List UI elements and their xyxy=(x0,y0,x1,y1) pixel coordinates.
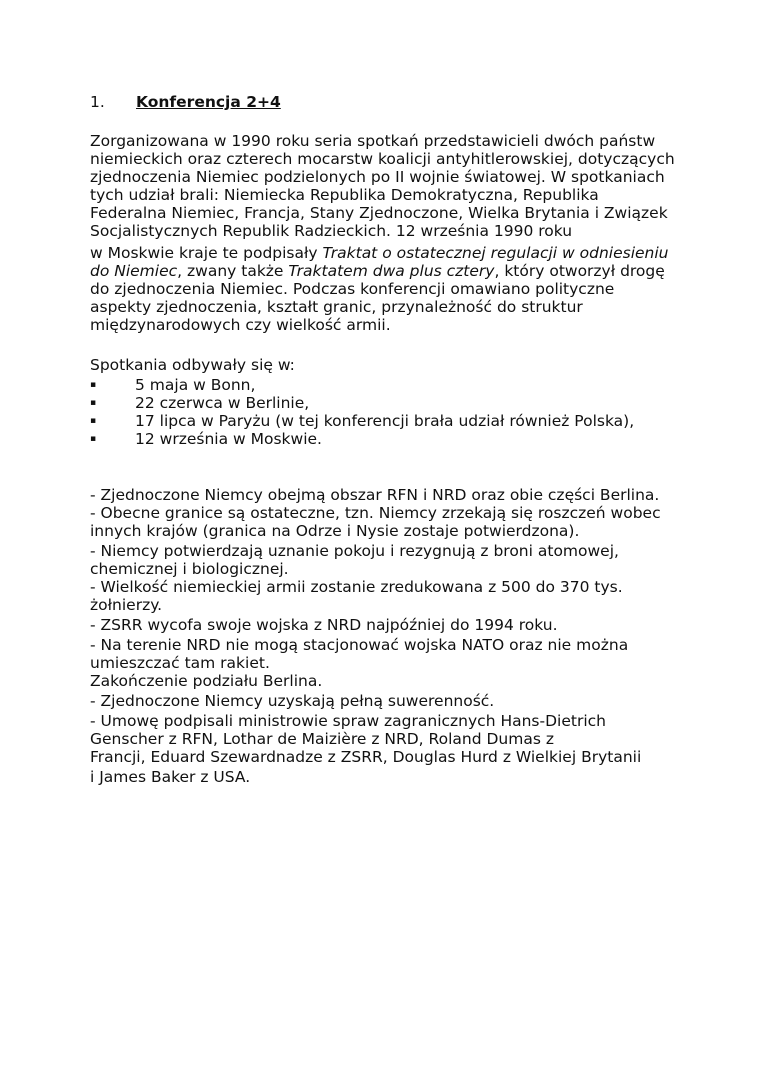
intro-line: do zjednoczenia Niemiec. Podczas konferencji omawiano polityczne xyxy=(90,280,615,298)
outcome-line: Francji, Eduard Szewardnadze z ZSRR, Douglas Hurd z Wielkiej Brytanii xyxy=(90,748,642,766)
outcome-line: - Niemcy potwierdzają uznanie pokoju i rezygnują z broni atomowej, xyxy=(90,542,619,560)
bullet-icon: ▪ xyxy=(90,380,97,390)
outcome-line: Genscher z RFN, Lothar de Maizière z NRD, Roland Dumas z xyxy=(90,730,554,748)
outcome-line: - ZSRR wycofa swoje wojska z NRD najpóźniej do 1994 roku. xyxy=(90,616,558,634)
bullet-icon: ▪ xyxy=(90,416,97,426)
intro-line: Federalna Niemiec, Francja, Stany Zjednoczone, Wielka Brytania i Związek xyxy=(90,204,668,222)
intro-line: tych udział brali: Niemiecka Republika Demokratyczna, Republika xyxy=(90,186,599,204)
intro-line: zjednoczenia Niemiec podzielonych po II wojnie światowej. W spotkaniach xyxy=(90,168,665,186)
outcome-line: - Na terenie NRD nie mogą stacjonować wojska NATO oraz nie można xyxy=(90,636,629,654)
intro-line: Zorganizowana w 1990 roku seria spotkań przedstawicieli dwóch państw xyxy=(90,132,656,150)
outcome-line: - Umowę podpisali ministrowie spraw zagranicznych Hans-Dietrich xyxy=(90,712,606,730)
intro-line: międzynarodowych czy wielkość armii. xyxy=(90,316,391,334)
intro-text: w Moskwie kraje te podpisały xyxy=(90,244,323,262)
bullet-icon: ▪ xyxy=(90,434,97,444)
heading-number: 1. xyxy=(90,93,105,111)
outcome-line: chemicznej i biologicznej. xyxy=(90,560,289,578)
intro-line: Socjalistycznych Republik Radzieckich. 12 września 1990 roku xyxy=(90,222,573,240)
outcome-line: - Zjednoczone Niemcy obejmą obszar RFN i NRD oraz obie części Berlina. xyxy=(90,486,660,504)
treaty-title-italic: Traktat o ostatecznej regulacji w odniesieniu xyxy=(322,244,669,262)
outcome-line: - Zjednoczone Niemcy uzyskają pełną suwerenność. xyxy=(90,692,495,710)
intro-line: aspekty zjednoczenia, kształt granic, przynależność do struktur xyxy=(90,298,583,316)
meeting-item: 17 lipca w Paryżu (w tej konferencji brała udział również Polska), xyxy=(135,412,635,430)
outcome-line: umieszczać tam rakiet. xyxy=(90,654,270,672)
intro-line: niemieckich oraz czterech mocarstw koalicji antyhitlerowskiej, dotyczących xyxy=(90,150,675,168)
intro-text: , który otworzył drogę xyxy=(494,262,665,280)
outcome-line: Zakończenie podziału Berlina. xyxy=(90,672,323,690)
outcome-line: innych krajów (granica na Odrze i Nysie zostaje potwierdzona). xyxy=(90,522,580,540)
meeting-item: 5 maja w Bonn, xyxy=(135,376,256,394)
section-heading xyxy=(90,93,281,111)
intro-line xyxy=(90,262,665,280)
treaty-title-italic: do Niemiec xyxy=(90,262,178,280)
heading-title: Konferencja 2+4 xyxy=(136,93,281,111)
intro-line xyxy=(90,244,669,262)
treaty-alias-italic: Traktatem dwa plus cztery xyxy=(288,262,495,280)
outcome-line: żołnierzy. xyxy=(90,596,163,614)
bullet-icon: ▪ xyxy=(90,398,97,408)
outcome-line: - Wielkość niemieckiej armii zostanie zredukowana z 500 do 370 tys. xyxy=(90,578,623,596)
meeting-item: 22 czerwca w Berlinie, xyxy=(135,394,310,412)
outcome-line: i James Baker z USA. xyxy=(90,768,251,786)
meetings-intro: Spotkania odbywały się w: xyxy=(90,356,295,374)
meeting-item: 12 września w Moskwie. xyxy=(135,430,322,448)
outcome-line: - Obecne granice są ostateczne, tzn. Niemcy zrzekają się roszczeń wobec xyxy=(90,504,661,522)
intro-text: , zwany także xyxy=(177,262,289,280)
